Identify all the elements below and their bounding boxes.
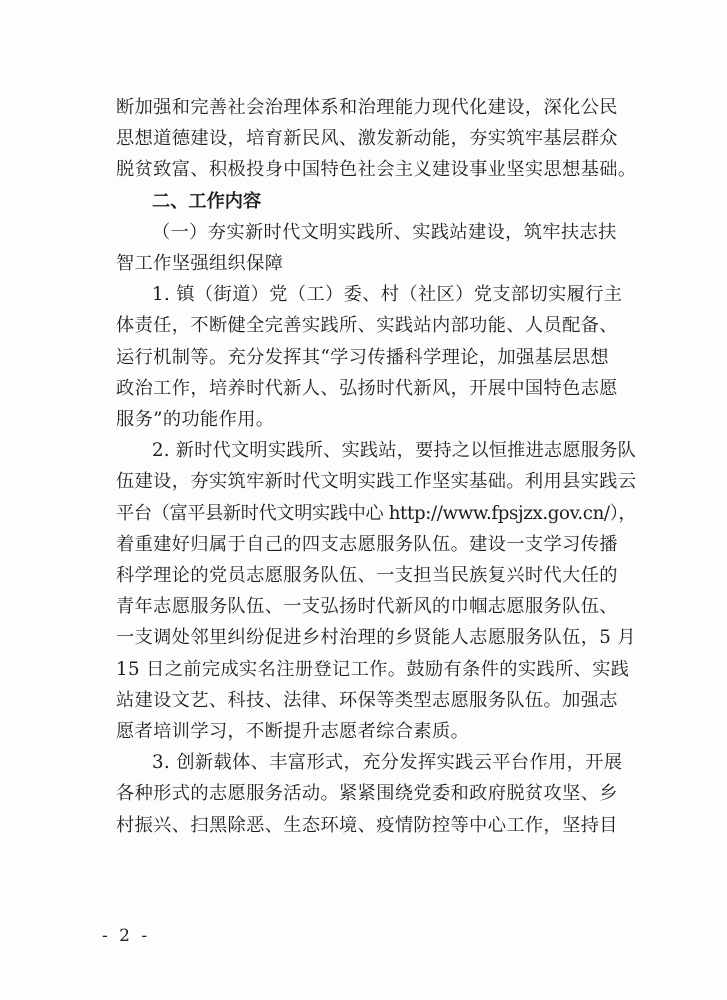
text-line: 村振兴、扫黑除恶、生态环境、疫情防控等中心工作，坚持目 [116,814,618,836]
text-line: 体责任，不断健全完善实践所、实践站内部功能、人员配备、 [116,315,618,337]
document-body [116,92,636,841]
item-2-paragraph [116,435,636,747]
text-line: 各种形式的志愿服务活动。紧紧围绕党委和政府脱贫攻坚、乡 [116,783,618,805]
text-line: 2. 新时代文明实践所、实践站，要持之以恒推进志愿服务队 [152,440,637,462]
text-line: 青年志愿服务队伍、一支弘扬时代新风的巾帼志愿服务队伍、 [116,596,618,618]
text-line: 运行机制等。充分发挥其“学习传播科学理论，加强基层思想 [116,346,609,368]
text-line: 着重建好归属于自己的四支志愿服务队伍。建设一支学习传播 [116,533,618,555]
text-line: 断加强和完善社会治理体系和治理能力现代化建设，深化公民 [116,97,618,118]
text-line: 服务”的功能作用。 [116,409,275,431]
text-line: 思想道德建设，培育新民风、激发新动能，夯实筑牢基层群众 [116,128,618,150]
text-line: 伍建设，夯实筑牢新时代文明实践工作坚实基础。利用县实践云 [116,471,637,493]
text-line: 政治工作，培养时代新人、弘扬时代新风，开展中国特色志愿 [116,377,618,399]
subsection-heading [116,217,636,279]
text-line: 3. 创新载体、丰富形式，充分发挥实践云平台作用，开展 [152,752,623,774]
continuation-paragraph [116,92,636,186]
item-3-paragraph [116,747,636,841]
text-line: 一支调处邻里纠纷促进乡村治理的乡贤能人志愿服务队伍，5 月 [116,627,637,649]
section-heading: 二、工作内容 [152,190,262,212]
text-line: 平台（富平县新时代文明实践中心 http://www.fpsjzx.gov.cn/）， [116,502,637,524]
text-line: 15 日之前完成实名注册登记工作。鼓励有条件的实践所、实践 [116,658,630,680]
text-line: 愿者培训学习，不断提升志愿者综合素质。 [116,721,470,743]
text-line: 1. 镇（街道）党（工）委、村（社区）党支部切实履行主 [152,284,623,306]
text-line: 脱贫致富、积极投身中国特色社会主义建设事业坚实思想基础。 [116,159,637,181]
text-line: 站建设文艺、科技、法律、环保等类型志愿服务队伍。加强志 [116,689,618,711]
item-1-paragraph [116,279,636,435]
page-number: - 2 - [102,926,151,946]
text-line: （一）夯实新时代文明实践所、实践站建设，筑牢扶志扶 [152,221,617,243]
text-line: 科学理论的党员志愿服务队伍、一支担当民族复兴时代大任的 [116,565,618,587]
text-line: 智工作坚强组织保障 [116,253,284,275]
